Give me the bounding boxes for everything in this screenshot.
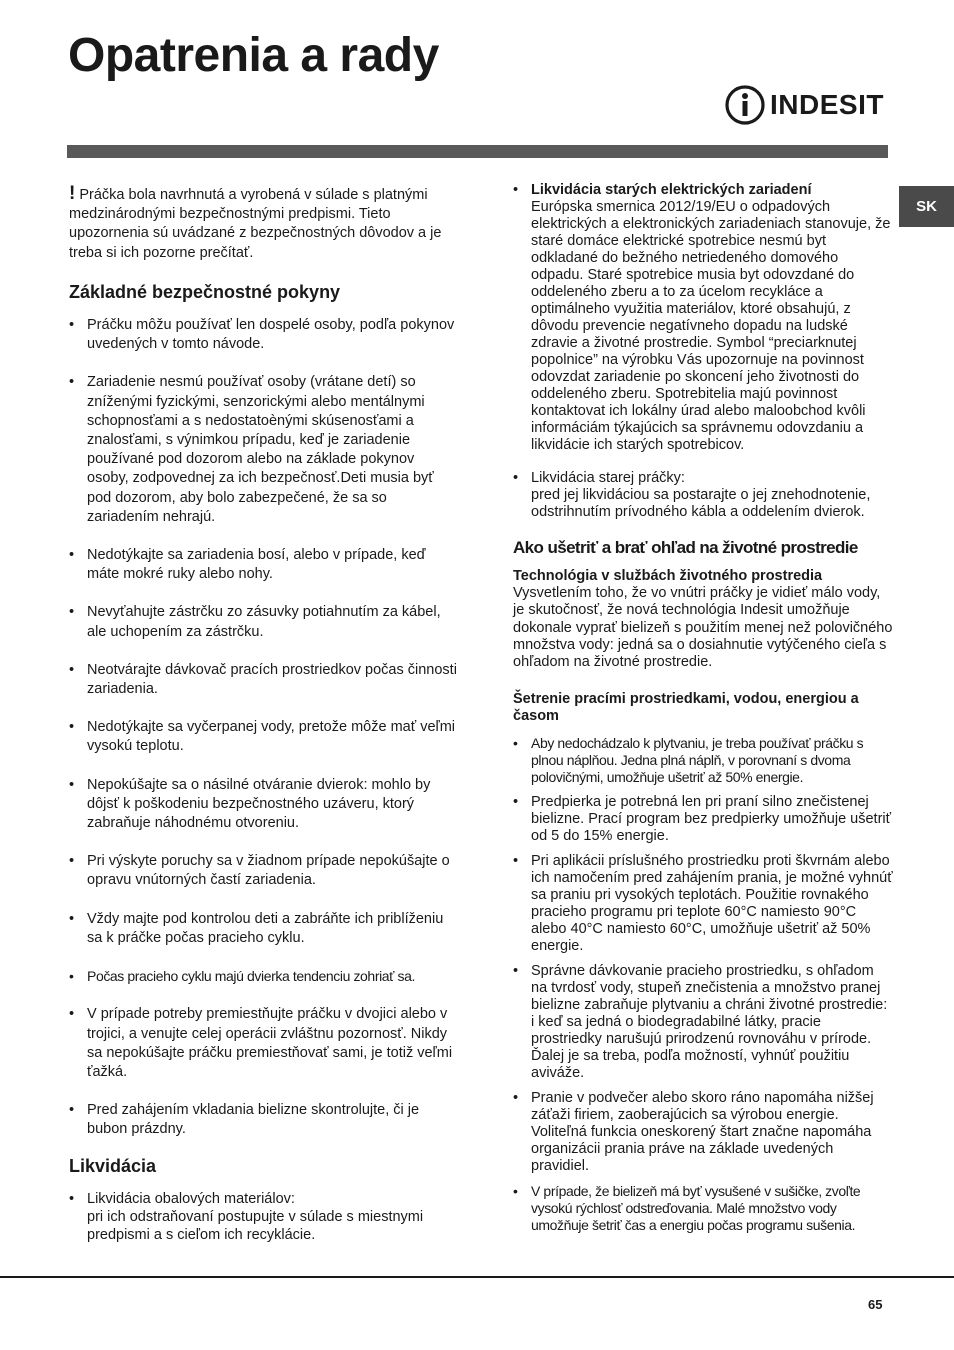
page-number: 65 xyxy=(868,1297,883,1312)
language-tab: SK xyxy=(899,186,954,227)
list-item: • Nevyťahujte zástrčku zo zásuvky potiahnutím za kábel, ale uchopením za zástrčku. xyxy=(69,603,459,641)
list-item: • Nedotýkajte sa zariadenia bosí, alebo v prípade, keď máte mokré ruky alebo nohy. xyxy=(69,546,459,584)
tech-title: Technológia v službách životného prostredia xyxy=(513,568,823,585)
weee-text: Európska smernica 2012/19/EU o odpadových elektrických a elektronických zariadeniach stanovuje, že staré domáce elektrické spotrebice nesmú byt odkladané do bežného netriedeného domového odpadu. Staré spotrebice musia byt odovzdané do oddeleného zberu a to za úcelom recykláce a optimálneho využitia materiálov, ktoré obsahujú, z dôvodu prevencie negatívneho dopadu na ludské zdravie a životné prostredie. Symbol “preciarknutej popolnice” na výrobku Vás upozornuje na povinnost odovzdat zariadenie po skoncení jeho životnosti do oddeleného zberu. Spotrebitelia majú povinnost kontaktovat ich lokálny úrad alebo maloobchod kvôli informáciám týkajúcich sa správnemu odovzdaniu a likvidácie ich starých spotrebicov. xyxy=(531,199,891,453)
list-item: • Vždy majte pod kontrolou deti a zabráňte ich priblíženiu sa k práčke počas pracieho cyklu. xyxy=(69,910,459,948)
footer-rule xyxy=(0,1276,954,1278)
warning-mark: ! xyxy=(69,183,76,204)
list-item: • Nedotýkajte sa vyčerpanej vody, pretože môže mať veľmi vysokú teplotu. xyxy=(69,718,459,756)
list-item: • Nepokúšajte sa o násilné otváranie dvierok: mohlo by dôjsť k poškodeniu bezpečnostného uzáveru, ktorý zabraňuje náhodnému otvoreniu. xyxy=(69,776,459,834)
list-item: • Pred zahájením vkladania bielizne skontrolujte, či je bubon prázdny. xyxy=(69,1101,459,1139)
list-item: • Počas pracieho cyklu majú dvierka tendenciu zohriať sa. xyxy=(69,967,459,986)
list-item: • V prípade, že bielizeň má byť vysušené v sušičke, zvoľte vysokú rýchlosť odstreďovania. Malé množstvo vody umožňuje šetriť čas a energiu počas programu sušenia. xyxy=(513,1183,893,1234)
list-item: • Pranie v podvečer alebo skoro ráno napomáha nižšej záťaži firiem, zaoberajúcich sa výrobou energie. Voliteľná funkcia oneskorený štart značne napomáha organizácii prania práve na základe uvedených pravidiel. xyxy=(513,1090,893,1175)
brand-logo xyxy=(724,84,884,126)
disposal-item-text: pri ich odstraňovaní postupujte v súlade s miestnymi predpismi a s cieľom ich recyklácie. xyxy=(87,1208,424,1243)
safety-heading: Základné bezpečnostné pokyny xyxy=(69,281,341,302)
list-item xyxy=(69,1190,459,1244)
list-item: • Práčku môžu používať len dospelé osoby, podľa pokynov uvedených v tomto návode. xyxy=(69,316,459,354)
list-item: • Neotvárajte dávkovač pracích prostriedkov počas činnosti zariadenia. xyxy=(69,661,459,699)
indesit-i-icon xyxy=(724,84,766,126)
list-item xyxy=(513,470,893,521)
list-item: • Správne dávkovanie pracieho prostriedku, s ohľadom na tvrdosť vody, stupeň znečistenia a množstvo pranej bielizne zabraňuje plytvaniu a chráni životné prostredie: i keď sa jedná o biodegradabilné látky, pracie prostriedky narušujú prirodzenú rovnováhu v prírode. Ďalej je sa treba, podľa možností, vyhnúť použitiu aviváže. xyxy=(513,963,893,1082)
brand-name: INDESIT xyxy=(770,89,884,120)
left-column xyxy=(69,184,459,1244)
list-item: • Zariadenie nesmú používať osoby (vrátane detí) so zníženými fyzickými, senzorickými alebo mentálnymi schopnosťami a s nedostatoènými skúsenosťami a znalosťami, s výnimkou prípadu, keď je zariadenie používané pod dozorom alebo na základe pokynov osoby, zodpovednej za ich bezpečnosť.Deti musia byť pod dozorom, aby bolo zabezpečené, že sa so zariadením nehrajú. xyxy=(69,373,459,527)
old-washer-text: pred jej likvidáciou sa postarajte o jej znehodnotenie, odstrihnutím prívodného kábla a oddelením dvierok. xyxy=(531,487,871,520)
header-bar xyxy=(67,145,888,158)
weee-list xyxy=(513,182,893,521)
disposal-list xyxy=(69,1190,459,1244)
environment-heading: Ako ušetriť a brať ohľad na životné prostredie xyxy=(513,538,858,557)
page-title: Opatrenia a rady xyxy=(68,29,439,82)
safety-list xyxy=(69,316,459,1140)
right-column xyxy=(513,182,893,1242)
list-item: • Pri výskyte poruchy sa v žiadnom prípade nepokúšajte o opravu vnútorných častí zariadenia. xyxy=(69,852,459,890)
intro-text: Práčka bola navrhnutá a vyrobená v súlade s platnými medzinárodnými bezpečnostnými predpismi. Tieto upozornenia sú uvádzané z bezpečnostných dôvodov a je treba si ich pozorne prečítať. xyxy=(69,187,442,261)
list-item xyxy=(513,182,893,454)
intro-paragraph xyxy=(69,184,459,263)
list-item: • Pri aplikácii príslušného prostriedku proti škvrnám alebo ich namočením pred zahájením prania, je možné vyhnúť sa praniu pri vysokých teplotách. Použitie rovnakého pracieho programu pri teplote 60°C namiesto 90°C alebo 40°C namiesto 60°C, umožňuje ušetriť až 50% energie. xyxy=(513,853,893,955)
disposal-heading: Likvidácia xyxy=(69,1155,157,1176)
saving-title: Šetrenie pracími prostriedkami, vodou, energiou a časom xyxy=(513,691,859,725)
tech-text: Vysvetlením toho, že vo vnútri práčky je vidieť málo vody, je skutočnosť, že nová technológia Indesit umožňuje dokonale vyprať bielizeň s použitím menej než polovičného množstva vody: jedná sa o dosiahnutie vytýčeného cieľa s ohľadom na životné prostredie. xyxy=(513,585,893,671)
weee-title: • Likvidácia starých elektrických zariadení xyxy=(531,182,812,198)
list-item: • Aby nedochádzalo k plytvaniu, je treba používať práčku s plnou náplňou. Jedna plná náplň, v porovnaní s dvoma polovičnými, umožňuje ušetriť až 50% energie. xyxy=(513,735,893,786)
old-washer-title: • Likvidácia starej práčky: xyxy=(531,470,685,486)
saving-list xyxy=(513,735,893,1234)
list-item: • V prípade potreby premiestňujte práčku v dvojici alebo v trojici, a venujte celej operácii zvláštnu pozornosť. Nikdy sa nepokúšajte práčku premiestňovať sami, je totiž veľmi ťažká. xyxy=(69,1005,459,1082)
list-item: • Predpierka je potrebná len pri praní silno znečistenej bielizne. Prací program bez predpierky umožňuje ušetriť od 5 do 15% energie. xyxy=(513,794,893,845)
disposal-item-title: • Likvidácia obalových materiálov: xyxy=(87,1190,295,1207)
